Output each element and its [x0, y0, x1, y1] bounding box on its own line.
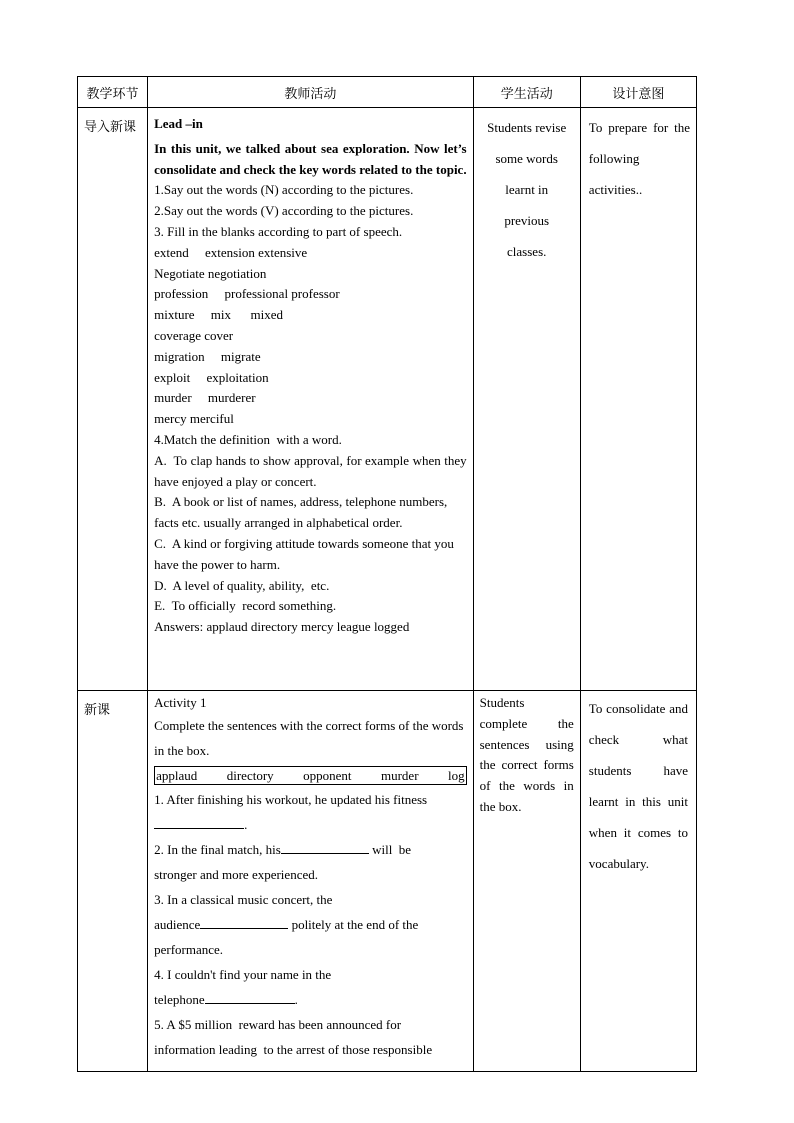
design-purpose-cell: To consolidate and check what students have learnt in this unit when it comes to vocabulary. [580, 691, 696, 1072]
activity-title: Activity 1 [154, 695, 207, 710]
match-title: 4.Match the definition with a word. [154, 431, 342, 447]
word-box [154, 766, 467, 785]
sentence-text: will be [368, 842, 412, 857]
sentence-text: 4. I couldn't find your name in the [154, 967, 332, 982]
word-group: exploit exploitation [154, 369, 269, 385]
stage-cell: 新课 [78, 691, 148, 1072]
sentence-text: 3. In a classical music concert, the [154, 892, 333, 907]
box-word: log [448, 768, 465, 783]
answer-blank[interactable] [200, 914, 288, 929]
student-line: some words [495, 151, 558, 166]
header-purpose: 设计意图 [580, 77, 696, 108]
table-row-lead-in [78, 108, 697, 691]
header-teacher: 教师活动 [148, 77, 474, 108]
student-line: learnt in [505, 182, 549, 197]
word-group: profession professional professor [154, 286, 340, 302]
sentence-item [154, 887, 467, 962]
box-word: murder [380, 768, 419, 783]
step-item: 1.Say out the words (N) according to the pictures. [154, 182, 414, 198]
student-activity-cell: Students complete the sentences using the correct forms of the words in the box. [473, 691, 580, 1072]
header-row [78, 77, 697, 108]
sentence-item [154, 787, 467, 837]
word-group: extend extension extensive [154, 244, 308, 260]
sentence-text: 2. In the final match, his [154, 842, 281, 857]
answer-blank[interactable] [281, 839, 369, 854]
definition-item: C. A kind or forgiving attitude towards someone that you have the power to harm. [154, 535, 458, 572]
section-title: Lead –in [154, 116, 203, 131]
sentence-text: audience [154, 917, 201, 932]
definition-item: D. A level of quality, ability, etc. [154, 577, 330, 593]
sentence-text: performance. [154, 942, 224, 957]
answer-blank[interactable] [154, 814, 244, 829]
student-line: classes. [507, 244, 547, 259]
word-group: migration migrate [154, 348, 261, 364]
sentence-item [154, 962, 467, 1012]
stage-cell: 导入新课 [78, 108, 148, 691]
sentence-text: stronger and more experienced. [154, 867, 318, 882]
header-student: 学生活动 [473, 77, 580, 108]
lesson-plan-table [77, 76, 697, 1072]
sentence-text: information leading to the arrest of those responsible [154, 1042, 433, 1057]
box-word: directory [226, 768, 274, 783]
sentence-text: 1. After finishing his workout, he updated his fitness [154, 792, 428, 807]
teacher-activity-cell [148, 691, 474, 1072]
box-word: applaud [156, 768, 198, 783]
word-group: Negotiate negotiation [154, 265, 267, 281]
sentence-text: politely at the end of the [288, 917, 419, 932]
student-activity-cell [473, 108, 580, 691]
header-stage: 教学环节 [78, 77, 148, 108]
word-group: coverage cover [154, 327, 234, 343]
step-item: 3. Fill in the blanks according to part of speech. [154, 223, 403, 239]
step-item: 2.Say out the words (V) according to the pictures. [154, 203, 414, 219]
definition-item: B. A book or list of names, address, telephone numbers, facts etc. usually arranged in alphabetical order. [154, 494, 451, 531]
table-row-new-lesson [78, 691, 697, 1072]
definition-item: A. To clap hands to show approval, for example when they have enjoyed a play or concert. [154, 452, 470, 489]
word-group: murder murderer [154, 390, 256, 406]
sentence-item [154, 837, 467, 887]
sentence-text: . [294, 992, 298, 1007]
answer-blank[interactable] [205, 989, 295, 1004]
sentence-item [154, 1012, 467, 1062]
sentence-text: 5. A $5 million reward has been announced for [154, 1017, 402, 1032]
instruction-text: Complete the sentences with the correct forms of the words in the box. [154, 718, 464, 758]
student-line: Students revise [487, 120, 567, 135]
word-group: mixture mix mixed [154, 307, 284, 323]
sentence-text: . [244, 817, 248, 832]
box-word: opponent [303, 768, 352, 783]
intro-text: In this unit, we talked about sea exploration. Now let’s consolidate and check the key words related to the topic. [154, 140, 467, 177]
word-group: mercy merciful [154, 411, 234, 427]
design-purpose-cell: To prepare for the following activities.. [580, 108, 696, 691]
definition-item: E. To officially record something. [154, 598, 337, 614]
teacher-activity-cell [148, 108, 474, 691]
student-line: previous [504, 213, 550, 228]
answers-line: Answers: applaud directory mercy league logged [154, 619, 410, 635]
sentence-text: telephone [154, 992, 205, 1007]
